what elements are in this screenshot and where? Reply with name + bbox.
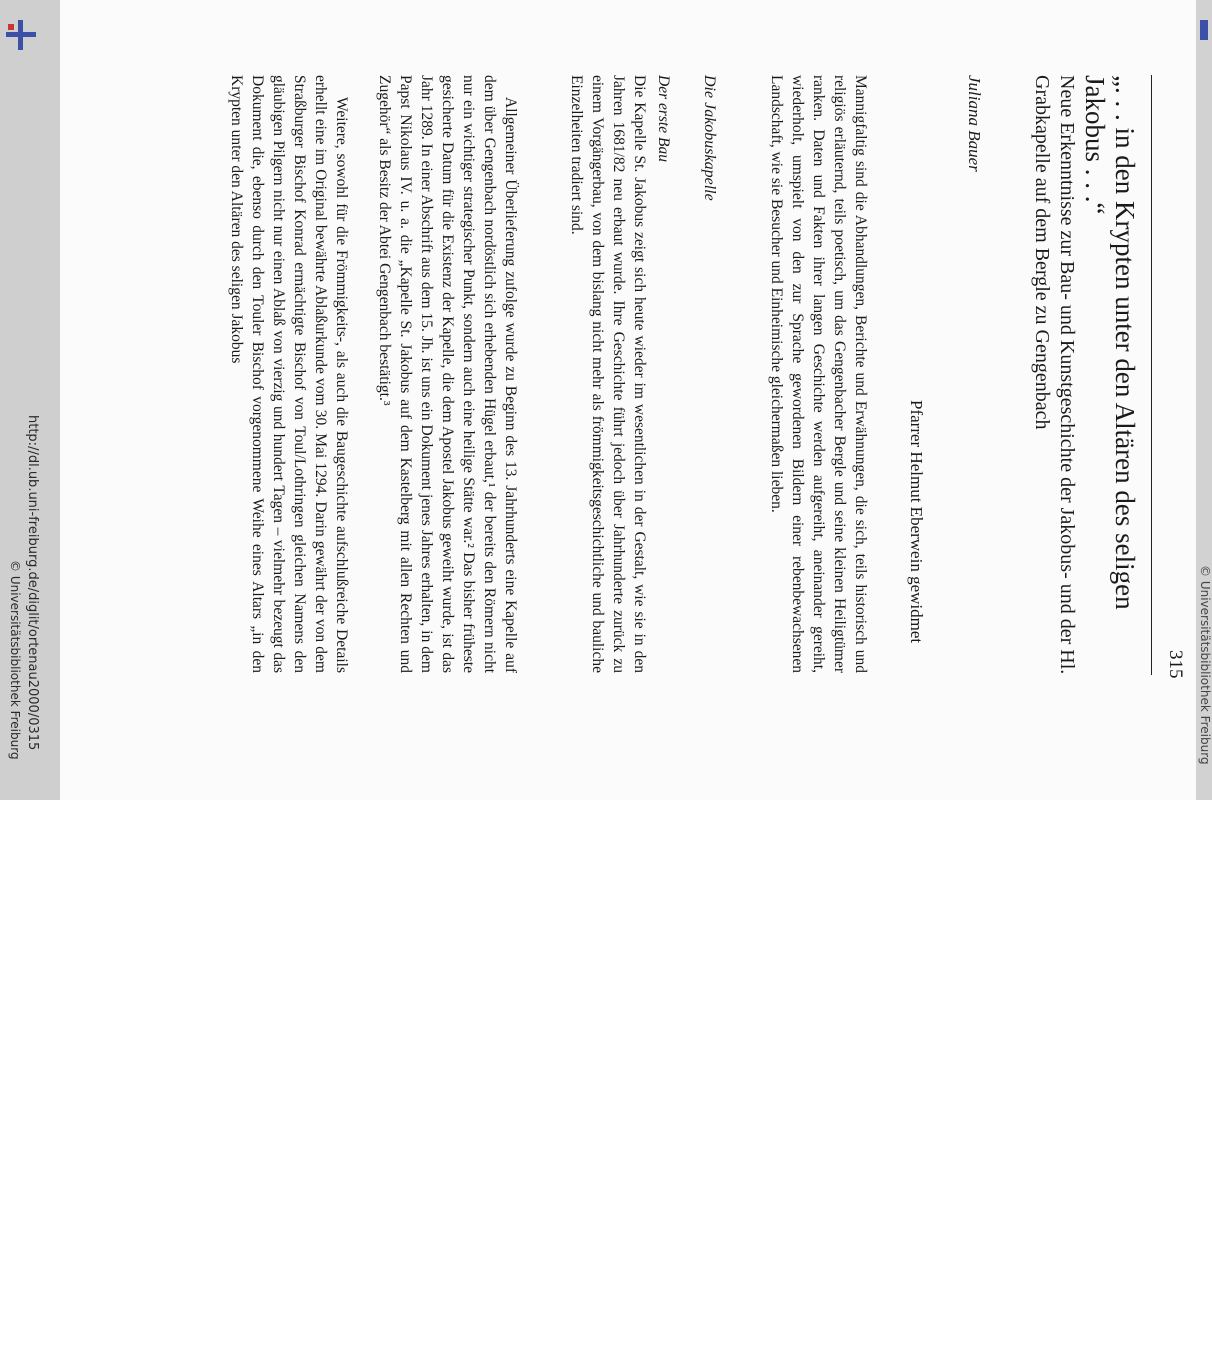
library-logo-icon [6,20,36,50]
body-paragraph-3: Weitere, sowohl für die Frömmigkeits-, als auch die Baugeschichte aufschlußreiche Details erhellt eine im Original bewährte Ablaßurkunde vom 30. Mai 1294. Darin gewährt der von dem Straßburger Bischof Konrad ermächtigte Bischof von Toul/Lothringen gleichen Namens den gläubigen Pilgern nicht nur einen Ablaß von vierzig und hundert Tagen – vielmehr bezeugt das Dokument die, ebenso durch den Touler Bischof vorgenommene Weihe eines Altars „in den Krypten unter den Altären des seligen Jakobus [228,75,350,673]
library-logo-edge-icon [1200,20,1208,40]
subsection-title: Der erste Bau [655,75,672,162]
section-title: Die Jakobuskapelle [701,75,718,201]
copyright-notice: © Universitätsbibliothek Freiburg [8,560,22,760]
article-subtitle: Neue Erkenntnisse zur Bau- und Kunstgeschichte der Jakobus- und der Hl. Grabkapelle auf dem Bergle zu Gengenbach [1031,75,1078,675]
dedication: Pfarrer Helmut Eberwein gewidmet [907,400,926,644]
page-number: 315 [1165,650,1186,679]
rotated-page-content [60,0,1196,800]
author-name: Juliana Bauer [965,75,984,172]
body-paragraph-2: Allgemeiner Überlieferung zufolge wurde zu Beginn des 13. Jahrhunderts eine Kapelle auf dem über Gengenbach nordöstlich sich erhebenden Hügel erbaut,¹ der bereits den Römern nicht nur ein wichtiger strategischer Punkt, sondern auch eine heilige Stätte war.² Das bisher früheste gesicherte Datum für die Existenz der Kapelle, die dem Apostel Jakobus geweiht wurde, ist das Jahr 1289. In einer Abschrift aus dem 15. Jh. ist uns ein Dokument jenes Jahres erhalten, in dem Papst Nikolaus IV. u. a. die „Kapelle St. Jakobus auf dem Kastelberg mit allen Rechten und Zugehör“ als Besitz der Abtei Gengenbach bestätigt.³ [376,75,519,673]
intro-paragraph: Mannigfaltig sind die Abhandlungen, Berichte und Erwähnungen, die sich, teils historisch und religiös erläuternd, teils poetisch, um das Gengenbacher Bergle und seine kleinen Heiligtümer ranken. Daten und Fakten ihrer langen Geschichte werden aufgereiht, aneinander gereiht, wiederholt, umspielt von den zur Sprache gewordenen Bildern einer rebenbewachsenen Landschaft, wie sie Besucher und Einheimische gleichermaßen lieben. [768,75,869,673]
body-paragraph-1: Die Kapelle St. Jakobus zeigt sich heute wieder im wesentlichen in der Gestalt, wie sie in den Jahren 1681/82 neu erbaut wurde. Ihre Geschichte führt jedoch über Jahrhunderte zurück zu einem Vorgängerbau, von dem bislang nicht mehr als frömmigkeitsgeschichtliche und bauliche Einzelheiten tradiert sind. [568,75,648,673]
article-title: „. . . in den Krypten unter den Altären des seligen Jakobus . . .“ [1080,75,1140,610]
source-url: http://dl.ub.uni-freiburg.de/diglit/ortenau2000/0315 [25,415,40,751]
copyright-notice-right: © Universitätsbibliothek Freiburg [1198,565,1212,765]
header-rule [1151,75,1152,675]
